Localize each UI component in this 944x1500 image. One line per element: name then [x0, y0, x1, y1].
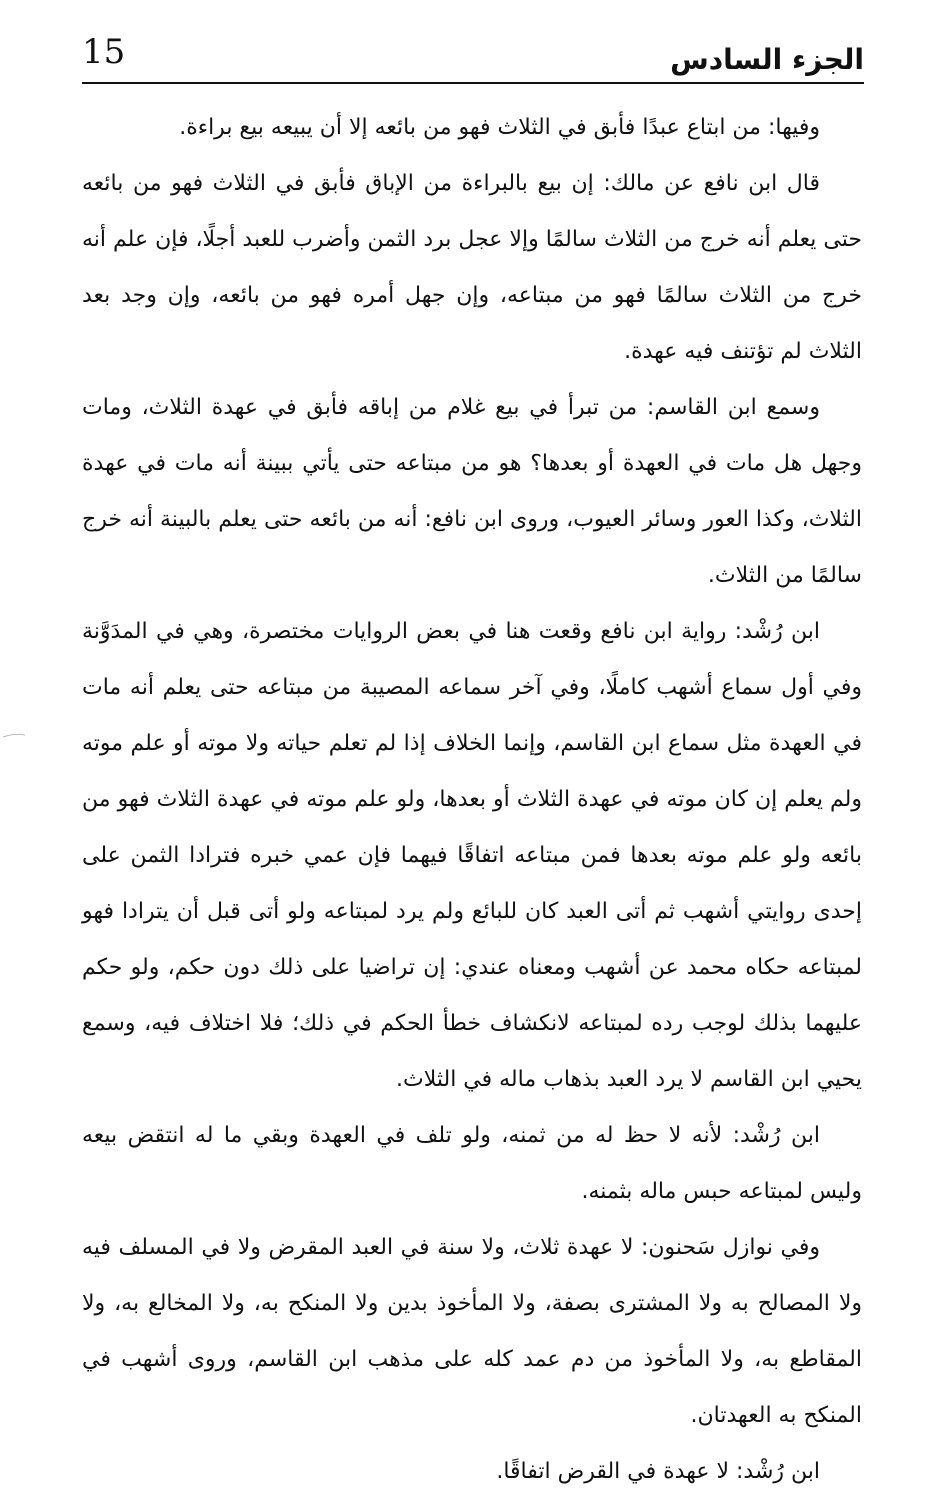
header-rule — [82, 82, 864, 84]
paragraph: قال ابن نافع عن مالك: إن بيع بالبراءة من الإباق فأبق في الثلاث فهو من بائعه حتى يعلم أنه خرج من الثلاث سالمًا وإلا عجل برد الثمن وأضرب للعبد أجلًا، فإن علم أنه خرج من الثلاث سالمًا فهو من مبتاعه، وإن جهل أمره فهو من بائعه، وإن وجد بعد الثلاث لم تؤتنف فيه عهدة. — [82, 171, 862, 364]
paragraph: وسمع ابن القاسم: من تبرأ في بيع غلام من إباقه فأبق في عهدة الثلاث، ومات وجهل هل مات في العهدة أو بعدها؟ هو من مبتاعه حتى يأتي ببينة أنه مات في عهدة الثلاث، وكذا العور وسائر العيوب، وروى ابن نافع: أنه من بائعه حتى يعلم بالبينة أنه خرج سالمًا من الثلاث. — [82, 395, 862, 588]
page-header — [0, 18, 944, 78]
paragraph: ابن رُشْد: لأنه لا حظ له من ثمنه، ولو تلف في العهدة وبقي ما له انتقض بيعه وليس لمبتاعه حبس ماله بثمنه. — [82, 1123, 862, 1204]
margin-speck — [2, 733, 26, 739]
paragraph: ابن رُشْد: رواية ابن نافع وقعت هنا في بعض الروايات مختصرة، وهي في المدَوَّنة وفي أول سماع أشهب كاملًا، وفي آخر سماعه المصيبة من مبتاعه حتى يعلم أنه مات في العهدة مثل سماع ابن القاسم، وإنما الخلاف إذا لم تعلم حياته ولا موته أو علم موته ولم يعلم إن كان موته في عهدة الثلاث أو بعدها، ولو علم موته في عهدة الثلاث فهو من بائعه ولو علم موته بعدها فمن مبتاعه اتفاقًا فيهما فإن عمي خبره فترادا الثمن على إحدى روايتي أشهب ثم أتى العبد كان للبائع ولم يرد لمبتاعه ولو أتى قبل أن يترادا فهو لمبتاعه حكاه محمد عن أشهب ومعناه عندي: إن تراضيا على ذلك دون حكم، ولو حكم عليهما بذلك لوجب رده لمبتاعه لانكشاف خطأ الحكم في ذلك؛ فلا اختلاف فيه، وسمع يحيي ابن القاسم لا يرد العبد بذهاب ماله في الثلاث. — [82, 619, 862, 1092]
page-body — [82, 100, 862, 1500]
paragraph: وفي نوازل سَحنون: لا عهدة ثلاث، ولا سنة في العبد المقرض ولا في المسلف فيه ولا المصالح به ولا المشترى بصفة، ولا المأخوذ بدين ولا المنكح به، ولا المخالع به، ولا المقاطع به، ولا المأخوذ من دم عمد كله على مذهب ابن القاسم، وروى أشهب في المنكح به العهدتان. — [82, 1235, 862, 1428]
paragraph: وفيها: من ابتاع عبدًا فأبق في الثلاث فهو من بائعه إلا أن يبيعه بيع براءة. — [179, 115, 820, 140]
page-number: 15 — [82, 32, 126, 72]
running-title: الجزء السادس — [670, 43, 864, 76]
paragraph: ابن رُشْد: لا عهدة في القرض اتفاقًا. — [496, 1459, 820, 1484]
